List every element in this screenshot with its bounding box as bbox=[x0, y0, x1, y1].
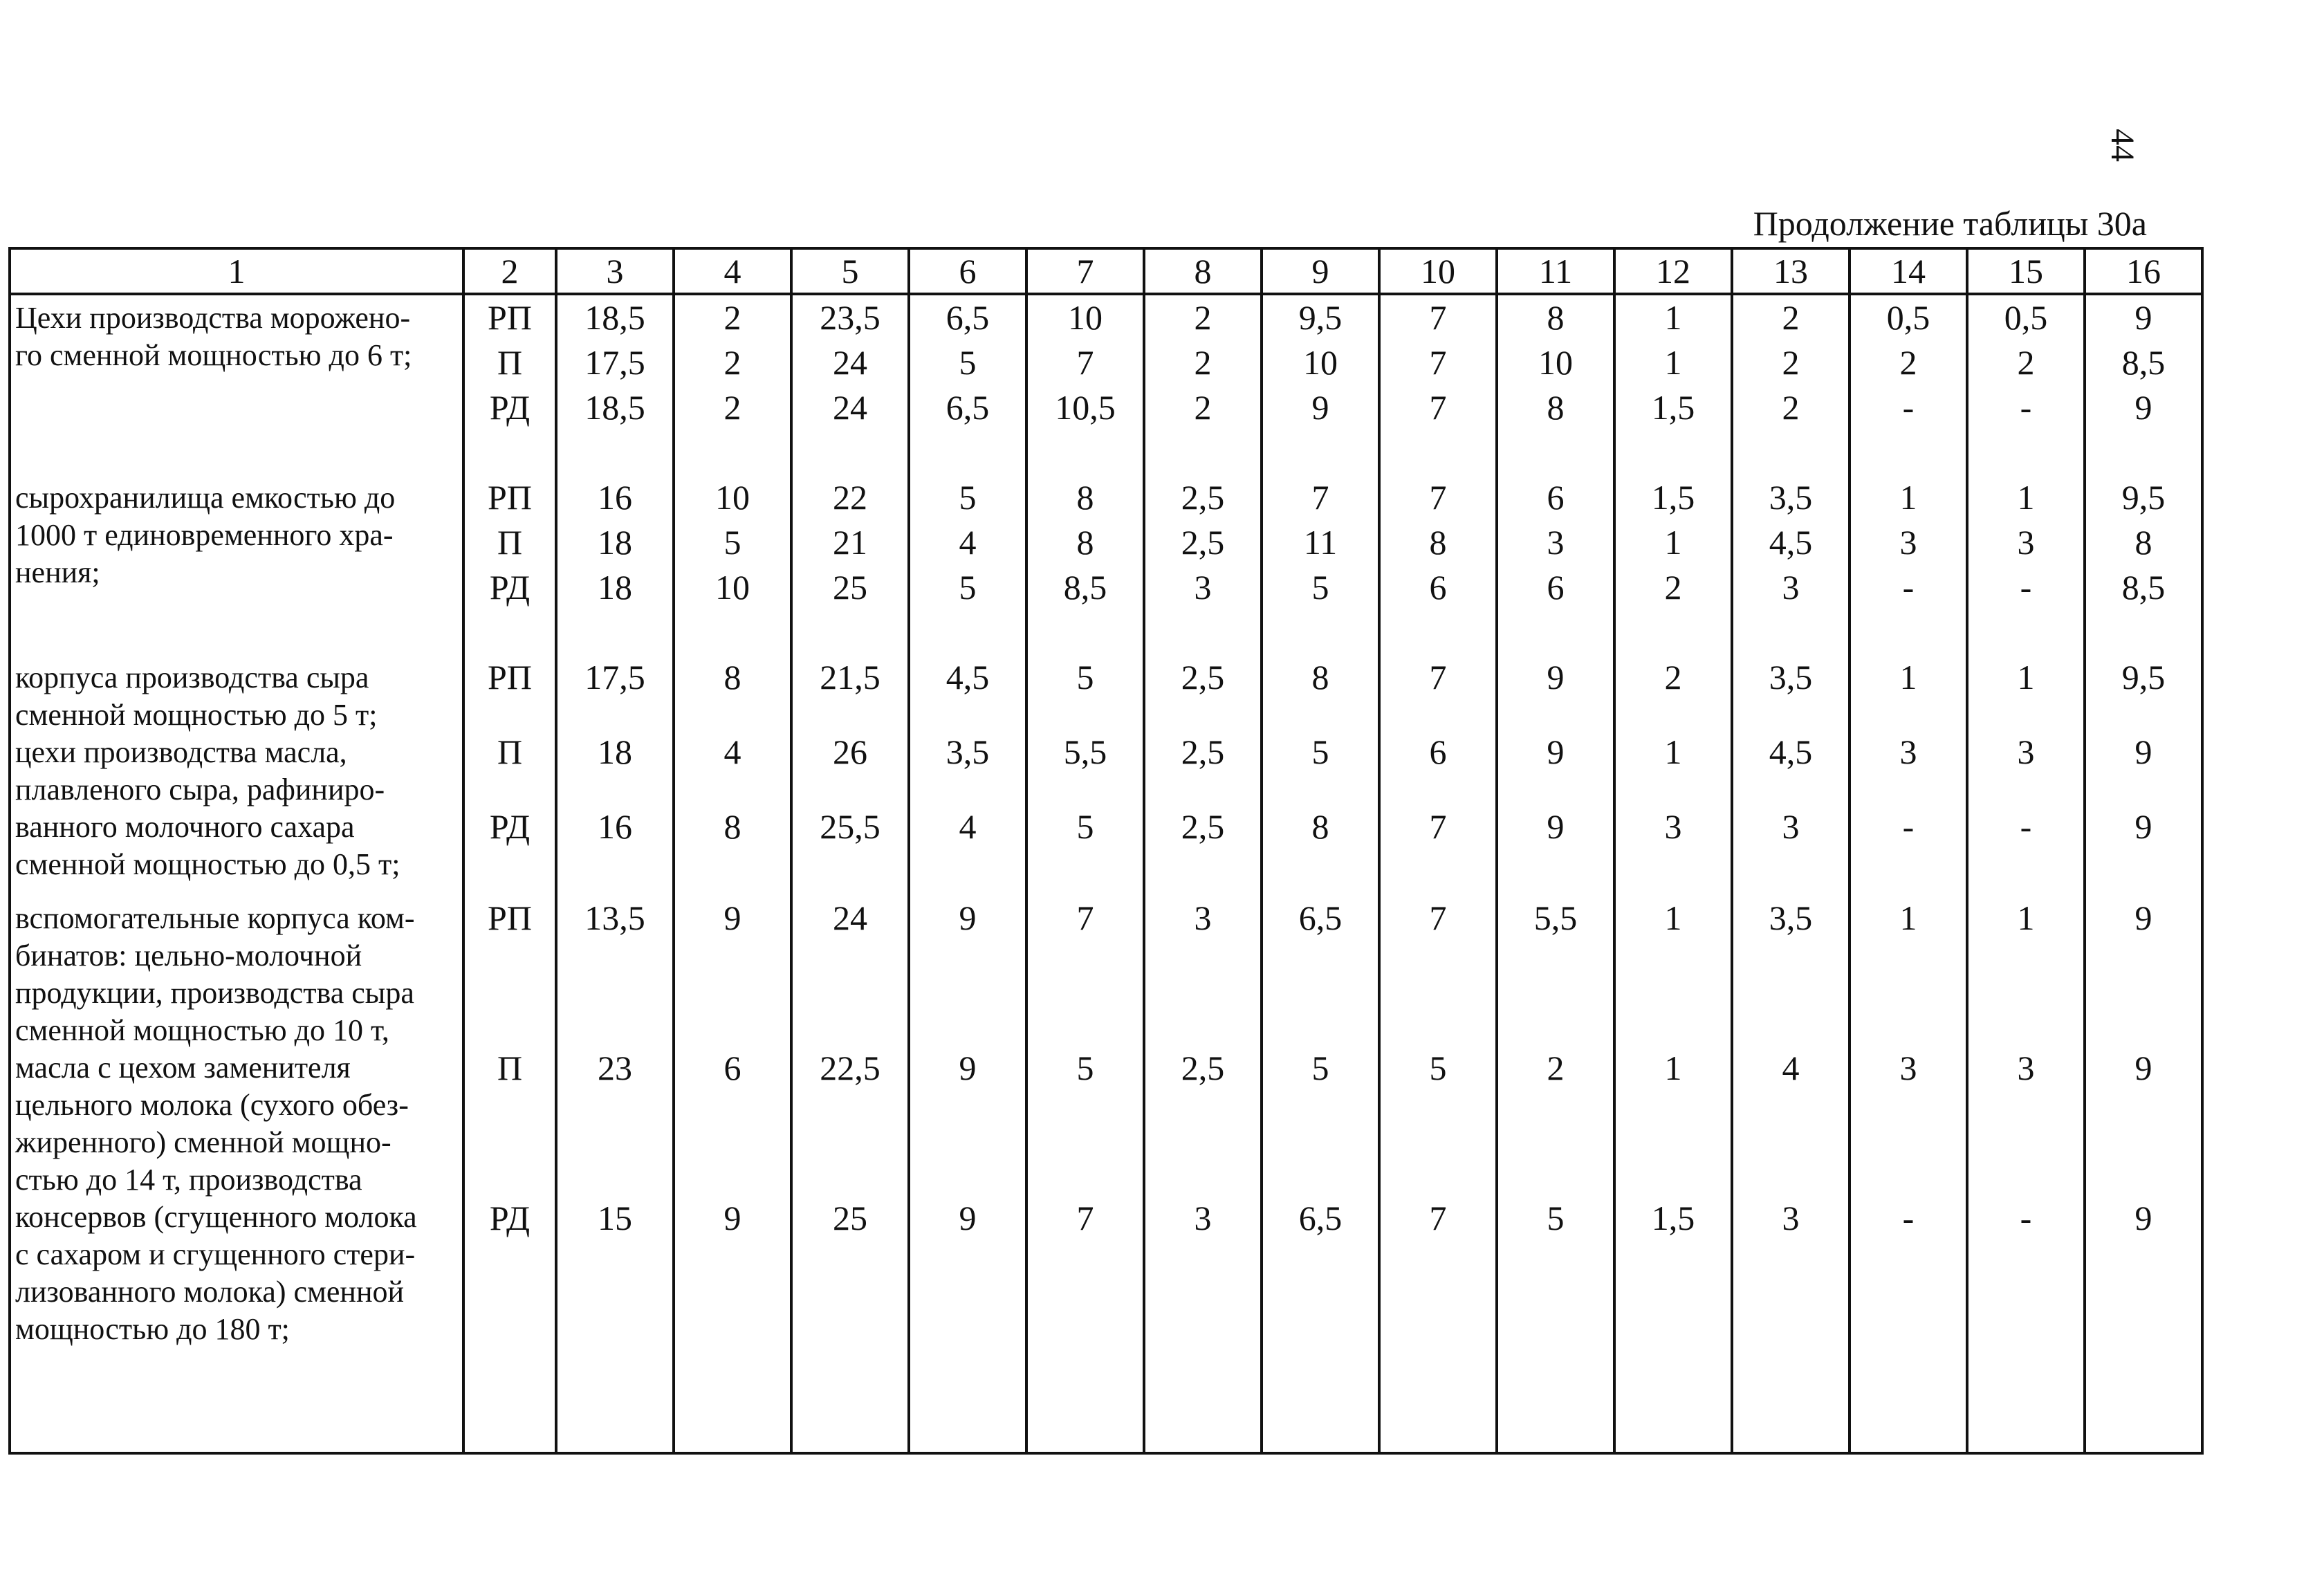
table-cell: 3 bbox=[2017, 1049, 2035, 1087]
value-column-13 bbox=[1732, 294, 1850, 1452]
table-cell: 5 bbox=[1311, 732, 1329, 771]
description-line: бинатов: цельно-молочной bbox=[15, 939, 362, 972]
table-cell: 3 bbox=[1194, 898, 1212, 937]
table-cell: 6,5 bbox=[1298, 1199, 1343, 1237]
table-cell: - bbox=[2020, 388, 2032, 427]
table-cell: 24 bbox=[833, 388, 867, 427]
table-cell: 2 bbox=[1664, 568, 1682, 607]
table-cell: 5 bbox=[723, 523, 741, 562]
table-cell: 3 bbox=[1664, 807, 1682, 846]
table-cell: - bbox=[1902, 568, 1915, 607]
table-cell: 5 bbox=[1311, 568, 1329, 607]
table-cell: - bbox=[1902, 1199, 1915, 1237]
description-line: продукции, производства сыра bbox=[15, 976, 414, 1010]
table-cell: 1,5 bbox=[1651, 388, 1695, 427]
table-cell: 10 bbox=[1538, 343, 1573, 382]
header-cell-14: 14 bbox=[1850, 248, 1967, 294]
table-cell: 9 bbox=[959, 1049, 977, 1087]
value-column-8 bbox=[1144, 294, 1262, 1452]
row-type-label: РП bbox=[488, 478, 532, 517]
bottom-border-cell bbox=[909, 1452, 1026, 1453]
value-column-6 bbox=[909, 294, 1026, 1452]
table-cell: 8 bbox=[1311, 658, 1329, 697]
header-cell-15: 15 bbox=[1967, 248, 2085, 294]
table-cell: 8,5 bbox=[2121, 343, 2166, 382]
table-cell: 3 bbox=[2017, 732, 2035, 771]
table-cell: 10 bbox=[1303, 343, 1338, 382]
table-cell: 2,5 bbox=[1181, 523, 1225, 562]
table-cell: 8 bbox=[1547, 388, 1565, 427]
table-cell: - bbox=[2020, 807, 2032, 846]
table-cell: 3 bbox=[1782, 1199, 1800, 1237]
table-cell: 16 bbox=[598, 478, 632, 517]
body-row bbox=[10, 294, 2202, 1452]
table-cell: 10,5 bbox=[1055, 388, 1116, 427]
table-cell: 2,5 bbox=[1181, 732, 1225, 771]
table-cell: 9 bbox=[2134, 732, 2152, 771]
table-cell: 2,5 bbox=[1181, 807, 1225, 846]
description-line: вспомогательные корпуса ком- bbox=[15, 901, 415, 935]
table-cell: 1 bbox=[1664, 898, 1682, 937]
table-cell: 5 bbox=[1429, 1049, 1447, 1087]
table-cell: 6 bbox=[1429, 732, 1447, 771]
table-cell: 9 bbox=[1547, 658, 1565, 697]
table-cell: 9 bbox=[2134, 1199, 2152, 1237]
description-line: сырохранилища емкостью до bbox=[15, 481, 396, 515]
row-type-label: П bbox=[497, 732, 523, 771]
table-cell: 22 bbox=[833, 478, 867, 517]
table-cell: 17,5 bbox=[584, 343, 645, 382]
description-line: сменной мощностью до 10 т, bbox=[15, 1013, 389, 1047]
description-line: 1000 т единовременного хра- bbox=[15, 518, 394, 552]
table-cell: 2 bbox=[723, 298, 741, 337]
group-4-description bbox=[15, 900, 459, 1348]
description-line: с сахаром и сгущенного стери- bbox=[15, 1237, 416, 1271]
row-type-label: П bbox=[497, 523, 523, 562]
value-column-14 bbox=[1850, 294, 1967, 1452]
table-cell: 3,5 bbox=[1769, 478, 1813, 517]
table-cell: 4,5 bbox=[946, 658, 990, 697]
table-cell: 2 bbox=[1664, 658, 1682, 697]
value-column-10 bbox=[1379, 294, 1497, 1452]
bottom-border-cell bbox=[1732, 1452, 1850, 1453]
table-cell: 1,5 bbox=[1651, 1199, 1695, 1237]
header-cell-1: 1 bbox=[10, 248, 463, 294]
header-cell-12: 12 bbox=[1614, 248, 1732, 294]
row-type-label: РП bbox=[488, 298, 532, 337]
description-column bbox=[10, 294, 463, 1452]
value-column-7 bbox=[1026, 294, 1144, 1452]
table-cell: 21,5 bbox=[820, 658, 880, 697]
table-cell: 6,5 bbox=[946, 388, 990, 427]
table-cell: 9 bbox=[959, 1199, 977, 1237]
table-cell: 5 bbox=[1076, 658, 1094, 697]
table-cell: 7 bbox=[1429, 478, 1447, 517]
table-cell: 4,5 bbox=[1769, 523, 1813, 562]
table-cell: 3 bbox=[1782, 568, 1800, 607]
table-cell: 3 bbox=[1899, 523, 1917, 562]
header-cell-6: 6 bbox=[909, 248, 1026, 294]
table-cell: 3 bbox=[1194, 1199, 1212, 1237]
value-column-9 bbox=[1262, 294, 1379, 1452]
table-cell: 24 bbox=[833, 343, 867, 382]
header-cell-5: 5 bbox=[791, 248, 909, 294]
table-cell: 9 bbox=[723, 898, 741, 937]
bottom-border-cell bbox=[1379, 1452, 1497, 1453]
table-cell: 18,5 bbox=[584, 298, 645, 337]
table-cell: 2,5 bbox=[1181, 658, 1225, 697]
bottom-border-cell bbox=[1614, 1452, 1732, 1453]
bottom-border-cell bbox=[1967, 1452, 2085, 1453]
table-cell: 0,5 bbox=[2004, 298, 2048, 337]
table-cell: 7 bbox=[1429, 898, 1447, 937]
table-cell: 18,5 bbox=[584, 388, 645, 427]
description-line: масла с цехом заменителя bbox=[15, 1051, 351, 1085]
table-cell: 3,5 bbox=[1769, 898, 1813, 937]
table-cell: 9 bbox=[959, 898, 977, 937]
table-cell: 6 bbox=[1547, 478, 1565, 517]
table-cell: 6,5 bbox=[1298, 898, 1343, 937]
bottom-border-cell bbox=[1850, 1452, 1967, 1453]
value-column-12 bbox=[1614, 294, 1732, 1452]
header-cell-2: 2 bbox=[463, 248, 556, 294]
header-cell-11: 11 bbox=[1497, 248, 1614, 294]
header-cell-9: 9 bbox=[1262, 248, 1379, 294]
bottom-border-cell bbox=[1144, 1452, 1262, 1453]
table-cell: 1 bbox=[2017, 898, 2035, 937]
value-column-5 bbox=[791, 294, 909, 1452]
table-cell: 23,5 bbox=[820, 298, 880, 337]
table-cell: 2 bbox=[1194, 298, 1212, 337]
description-line: плавленого сыра, рафиниро- bbox=[15, 773, 385, 806]
table-cell: 5 bbox=[959, 478, 977, 517]
description-line: мощностью до 180 т; bbox=[15, 1312, 290, 1346]
table-cell: 7 bbox=[1076, 1199, 1094, 1237]
table-cell: 8 bbox=[723, 658, 741, 697]
table-cell: 5 bbox=[1547, 1199, 1565, 1237]
table-cell: 9 bbox=[2134, 388, 2152, 427]
table-cell: 8,5 bbox=[1063, 568, 1107, 607]
table-cell: 24 bbox=[833, 898, 867, 937]
table-cell: 5 bbox=[959, 568, 977, 607]
header-cell-3: 3 bbox=[556, 248, 674, 294]
table-cell: 4 bbox=[723, 732, 741, 771]
table-cell: 16 bbox=[598, 807, 632, 846]
bottom-border-cell bbox=[791, 1452, 909, 1453]
header-cell-7: 7 bbox=[1026, 248, 1144, 294]
header-cell-8: 8 bbox=[1144, 248, 1262, 294]
table-cell: 4,5 bbox=[1769, 732, 1813, 771]
page-number: 44 bbox=[2104, 129, 2141, 162]
description-line: стью до 14 т, производства bbox=[15, 1163, 362, 1197]
table-cell: 9,5 bbox=[2121, 658, 2166, 697]
table-cell: 13,5 bbox=[584, 898, 645, 937]
data-table bbox=[8, 247, 2204, 1455]
table-cell: 9 bbox=[1311, 388, 1329, 427]
table-cell: 25 bbox=[833, 1199, 867, 1237]
value-column-4 bbox=[674, 294, 791, 1452]
table-cell: 23 bbox=[598, 1049, 632, 1087]
table-cell: 25 bbox=[833, 568, 867, 607]
value-column-11 bbox=[1497, 294, 1614, 1452]
table-cell: 2 bbox=[1782, 298, 1800, 337]
row-type-label: П bbox=[497, 1049, 523, 1087]
table-cell: 18 bbox=[598, 732, 632, 771]
table-cell: 2 bbox=[2017, 343, 2035, 382]
table-cell: 1 bbox=[1899, 898, 1917, 937]
table-cell: 7 bbox=[1429, 658, 1447, 697]
description-line: сменной мощностью до 0,5 т; bbox=[15, 847, 400, 881]
table-cell: 5 bbox=[959, 343, 977, 382]
table-cell: 6,5 bbox=[946, 298, 990, 337]
table-cell: 18 bbox=[598, 568, 632, 607]
table-cell: 9 bbox=[2134, 807, 2152, 846]
table-cell: 1 bbox=[1899, 478, 1917, 517]
table-cell: 8 bbox=[2134, 523, 2152, 562]
table-cell: 22,5 bbox=[820, 1049, 880, 1087]
table-cell: 7 bbox=[1429, 343, 1447, 382]
table-cell: 7 bbox=[1429, 298, 1447, 337]
table-cell: 1 bbox=[1899, 658, 1917, 697]
bottom-border-cell bbox=[674, 1452, 791, 1453]
description-line: цехи производства масла, bbox=[15, 735, 347, 769]
description-line: Цехи производства морожено- bbox=[15, 301, 411, 335]
description-line: сменной мощностью до 5 т; bbox=[15, 698, 378, 732]
description-line: лизованного молока) сменной bbox=[15, 1275, 405, 1309]
table-cell: 3 bbox=[2017, 523, 2035, 562]
table-cell: 6 bbox=[723, 1049, 741, 1087]
table-cell: 1 bbox=[1664, 732, 1682, 771]
table-cell: 9,5 bbox=[1298, 298, 1343, 337]
table-cell: 5 bbox=[1076, 807, 1094, 846]
table-cell: 7 bbox=[1429, 1199, 1447, 1237]
table-cell: 1,5 bbox=[1651, 478, 1695, 517]
table-cell: 7 bbox=[1311, 478, 1329, 517]
table-cell: 7 bbox=[1429, 807, 1447, 846]
table-cell: - bbox=[2020, 1199, 2032, 1237]
description-line: консервов (сгущенного молока bbox=[15, 1200, 417, 1234]
table-cell: 4 bbox=[1782, 1049, 1800, 1087]
table-cell: 7 bbox=[1076, 343, 1094, 382]
table-cell: 1 bbox=[1664, 523, 1682, 562]
table-cell: 6 bbox=[1429, 568, 1447, 607]
table-cell: 7 bbox=[1429, 388, 1447, 427]
header-cell-16: 16 bbox=[2085, 248, 2202, 294]
bottom-border-cell bbox=[1497, 1452, 1614, 1453]
description-line: нения; bbox=[15, 555, 100, 589]
row-type-label: РД bbox=[489, 568, 531, 607]
table-cell: 5 bbox=[1076, 1049, 1094, 1087]
table-cell: 2 bbox=[1899, 343, 1917, 382]
table-cell: 10 bbox=[715, 478, 750, 517]
table-cell: 2 bbox=[1782, 343, 1800, 382]
bottom-border-cell bbox=[1026, 1452, 1144, 1453]
description-line: го сменной мощностью до 6 т; bbox=[15, 338, 412, 372]
table-cell: 1 bbox=[1664, 298, 1682, 337]
table-cell: 7 bbox=[1076, 898, 1094, 937]
value-column-3 bbox=[556, 294, 674, 1452]
table-cell: 2,5 bbox=[1181, 1049, 1225, 1087]
value-column-16 bbox=[2085, 294, 2202, 1452]
table-cell: 18 bbox=[598, 523, 632, 562]
row-type-label: РД bbox=[489, 1199, 531, 1237]
table-cell: - bbox=[1902, 388, 1915, 427]
table-bottom bbox=[10, 1452, 2202, 1453]
table-cell: 2,5 bbox=[1181, 478, 1225, 517]
table-cell: 3 bbox=[1899, 732, 1917, 771]
table-cell: 25,5 bbox=[820, 807, 880, 846]
header-cell-10: 10 bbox=[1379, 248, 1497, 294]
table-cell: 8 bbox=[1547, 298, 1565, 337]
table-cell: 8 bbox=[1429, 523, 1447, 562]
table-cell: 9 bbox=[2134, 898, 2152, 937]
table-cell: 17,5 bbox=[584, 658, 645, 697]
bottom-border-cell bbox=[556, 1452, 674, 1453]
group-3-description bbox=[15, 659, 459, 883]
table-cell: 8,5 bbox=[2121, 568, 2166, 607]
table-cell: 3 bbox=[1194, 568, 1212, 607]
table-cell: 9,5 bbox=[2121, 478, 2166, 517]
table-cell: 11 bbox=[1303, 523, 1338, 562]
table-cell: 1 bbox=[2017, 478, 2035, 517]
description-line: цельного молока (сухого обез- bbox=[15, 1088, 409, 1122]
table-cell: 1 bbox=[1664, 343, 1682, 382]
table-cell: 2 bbox=[723, 388, 741, 427]
table-cell: 2 bbox=[1782, 388, 1800, 427]
table-cell: 4 bbox=[959, 523, 977, 562]
row-type-label: РД bbox=[489, 807, 531, 846]
table-cell: 26 bbox=[833, 732, 867, 771]
bottom-border-cell bbox=[2085, 1452, 2202, 1453]
group-2-description bbox=[15, 479, 459, 591]
bottom-border-cell bbox=[10, 1452, 463, 1453]
table-cell: 5,5 bbox=[1063, 732, 1107, 771]
bottom-border-cell bbox=[1262, 1452, 1379, 1453]
table-cell: 2 bbox=[1194, 388, 1212, 427]
table-cell: 9 bbox=[2134, 298, 2152, 337]
row-type-label: П bbox=[497, 343, 523, 382]
table-cell: 8 bbox=[1076, 523, 1094, 562]
value-column-15 bbox=[1967, 294, 2085, 1452]
header-cell-13: 13 bbox=[1732, 248, 1850, 294]
table-cell: 5 bbox=[1311, 1049, 1329, 1087]
table-cell: 8 bbox=[1076, 478, 1094, 517]
table-cell: 9 bbox=[1547, 807, 1565, 846]
table-cell: - bbox=[2020, 568, 2032, 607]
table-cell: 9 bbox=[723, 1199, 741, 1237]
table-cell: 6 bbox=[1547, 568, 1565, 607]
table-cell: 8 bbox=[723, 807, 741, 846]
table-cell: 21 bbox=[833, 523, 867, 562]
header-row bbox=[10, 248, 2202, 294]
table-cell: 5,5 bbox=[1533, 898, 1578, 937]
table-caption: Продолжение таблицы 30а bbox=[1753, 204, 2147, 243]
table-cell: - bbox=[1902, 807, 1915, 846]
description-line: ванного молочного сахара bbox=[15, 810, 355, 844]
table-cell: 2 bbox=[1194, 343, 1212, 382]
table-cell: 0,5 bbox=[1886, 298, 1930, 337]
table-cell: 4 bbox=[959, 807, 977, 846]
bottom-border-cell bbox=[463, 1452, 556, 1453]
table-cell: 2 bbox=[1547, 1049, 1565, 1087]
table-cell: 9 bbox=[2134, 1049, 2152, 1087]
table-cell: 3,5 bbox=[1769, 658, 1813, 697]
table-cell: 9 bbox=[1547, 732, 1565, 771]
description-line: корпуса производства сыра bbox=[15, 661, 369, 694]
type-column bbox=[463, 294, 556, 1452]
table-cell: 3,5 bbox=[946, 732, 990, 771]
table-cell: 10 bbox=[1068, 298, 1103, 337]
table-cell: 15 bbox=[598, 1199, 632, 1237]
row-type-label: РД bbox=[489, 388, 531, 427]
description-line: жиренного) сменной мощно- bbox=[15, 1125, 391, 1159]
table-cell: 1 bbox=[2017, 658, 2035, 697]
header-cell-4: 4 bbox=[674, 248, 791, 294]
table-cell: 2 bbox=[723, 343, 741, 382]
table-cell: 3 bbox=[1899, 1049, 1917, 1087]
table-cell: 8 bbox=[1311, 807, 1329, 846]
table-cell: 3 bbox=[1547, 523, 1565, 562]
row-type-label: РП bbox=[488, 898, 532, 937]
table-cell: 1 bbox=[1664, 1049, 1682, 1087]
table-cell: 10 bbox=[715, 568, 750, 607]
table-cell: 3 bbox=[1782, 807, 1800, 846]
row-type-label: РП bbox=[488, 658, 532, 697]
group-1-description bbox=[15, 299, 459, 374]
